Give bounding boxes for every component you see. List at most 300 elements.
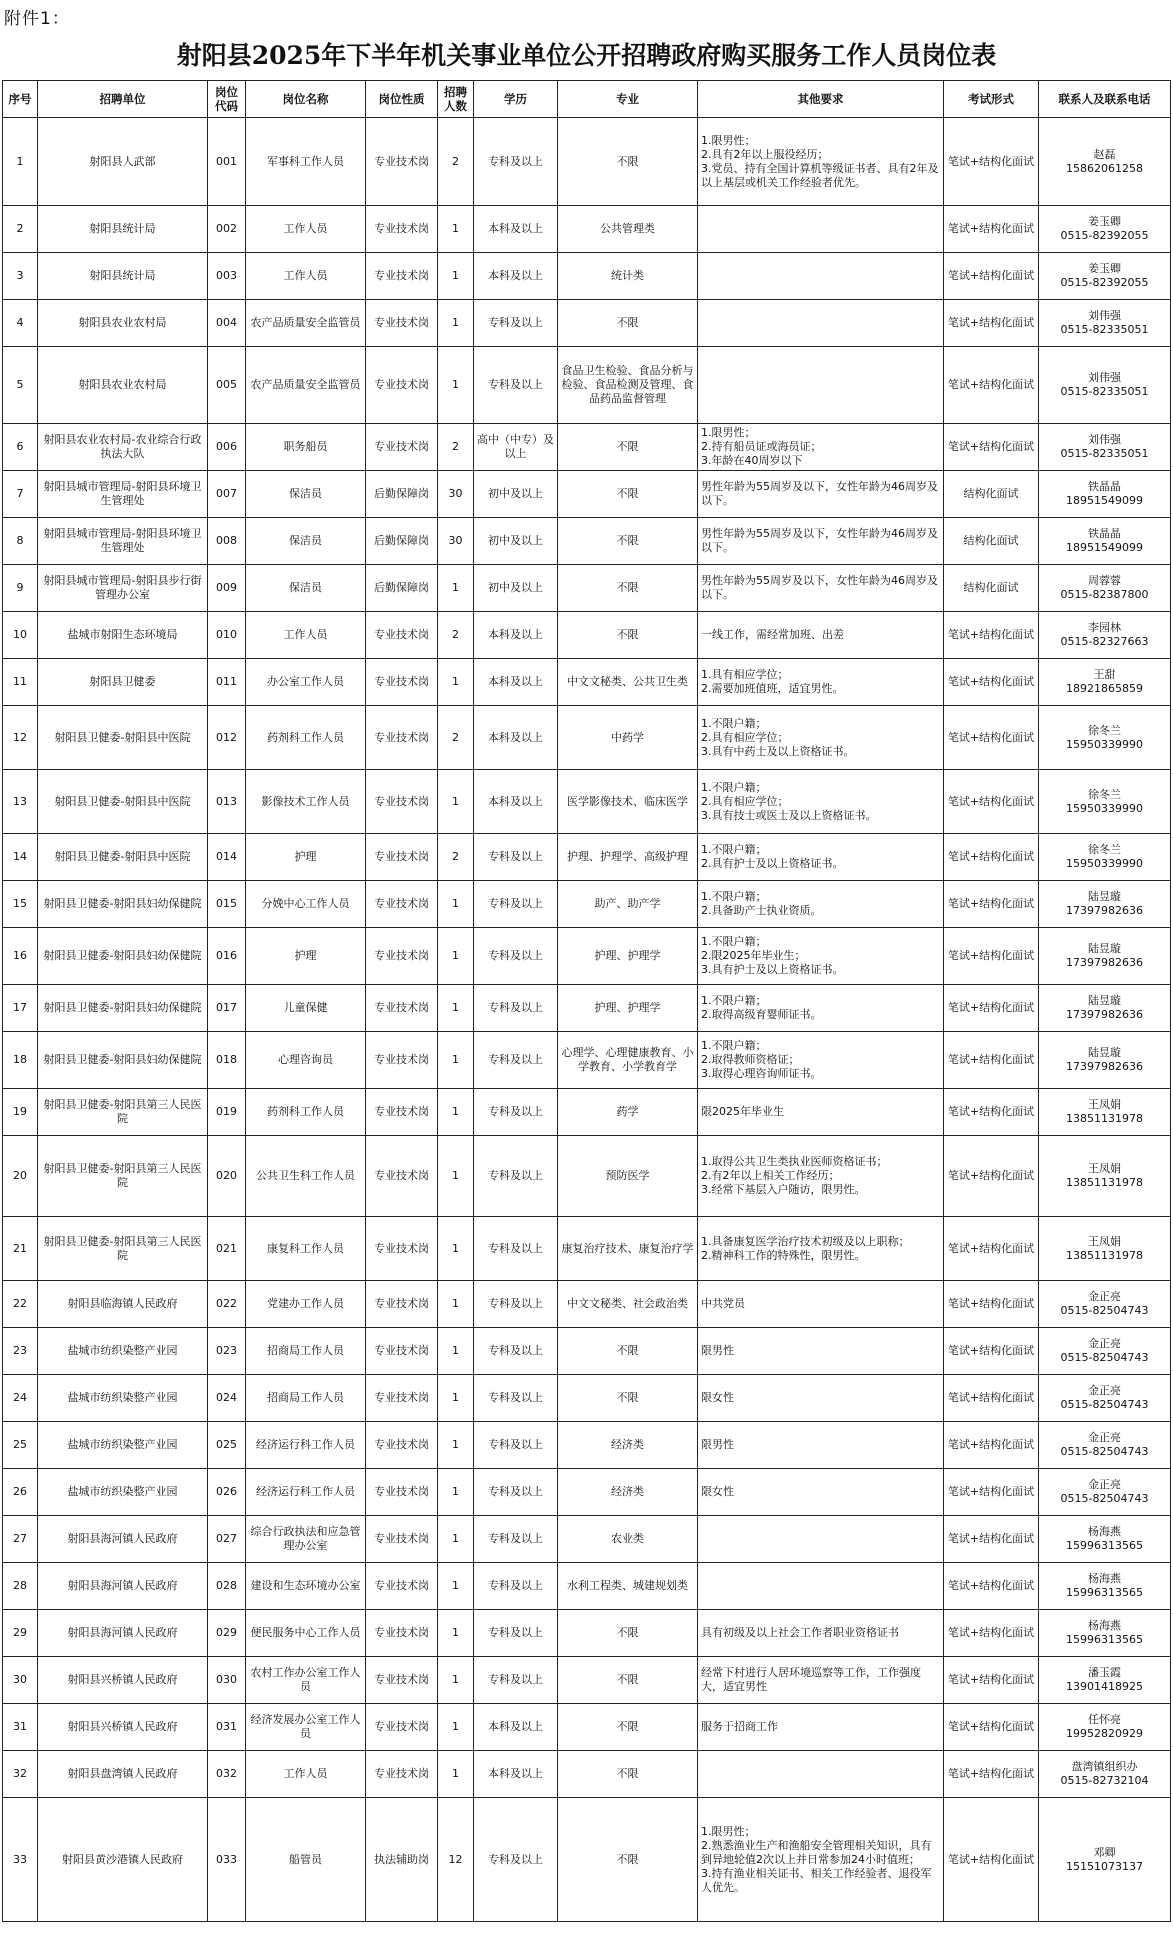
row-exam: 笔试+结构化面试 — [944, 1089, 1039, 1136]
row-major: 助产、助产学 — [558, 881, 698, 928]
row-unit: 射阳县海河镇人民政府 — [38, 1610, 208, 1657]
row-education: 专科及以上 — [474, 1516, 558, 1563]
row-contact: 任怀亮 19952820929 — [1039, 1704, 1171, 1751]
row-major: 不限 — [558, 1657, 698, 1704]
row-contact: 金正亮 0515-82504743 — [1039, 1328, 1171, 1375]
row-code: 016 — [208, 928, 246, 985]
row-major: 水利工程类、城建规划类 — [558, 1563, 698, 1610]
row-post: 经济发展办公室工作人员 — [246, 1704, 366, 1751]
row-major: 不限 — [558, 1375, 698, 1422]
row-exam: 笔试+结构化面试 — [944, 1328, 1039, 1375]
row-major: 康复治疗技术、康复治疗学 — [558, 1217, 698, 1281]
row-education: 专科及以上 — [474, 1657, 558, 1704]
row-education: 本科及以上 — [474, 253, 558, 300]
row-code: 011 — [208, 659, 246, 706]
row-major: 统计类 — [558, 253, 698, 300]
row-count: 1 — [438, 1217, 474, 1281]
row-contact: 陆昱璇 17397982636 — [1039, 928, 1171, 985]
row-code: 023 — [208, 1328, 246, 1375]
table-row — [3, 985, 1171, 1032]
row-code: 027 — [208, 1516, 246, 1563]
row-exam: 笔试+结构化面试 — [944, 1469, 1039, 1516]
row-major: 经济类 — [558, 1422, 698, 1469]
row-code: 024 — [208, 1375, 246, 1422]
row-count: 1 — [438, 1704, 474, 1751]
row-unit: 射阳县城市管理局-射阳县步行街管理办公室 — [38, 565, 208, 612]
row-post: 建设和生态环境办公室 — [246, 1563, 366, 1610]
row-number: 7 — [3, 471, 38, 518]
row-exam: 笔试+结构化面试 — [944, 706, 1039, 770]
header-cell: 岗位代码 — [208, 81, 246, 118]
row-exam: 笔试+结构化面试 — [944, 1704, 1039, 1751]
row-exam: 笔试+结构化面试 — [944, 1657, 1039, 1704]
row-post: 农产品质量安全监管员 — [246, 347, 366, 424]
row-nature: 专业技术岗 — [366, 1751, 438, 1798]
table-row — [3, 881, 1171, 928]
row-education: 本科及以上 — [474, 1751, 558, 1798]
row-post: 职务船员 — [246, 424, 366, 471]
row-requirements — [698, 206, 944, 253]
row-contact: 杨海燕 15996313565 — [1039, 1516, 1171, 1563]
row-number: 21 — [3, 1217, 38, 1281]
row-exam: 笔试+结构化面试 — [944, 1217, 1039, 1281]
row-unit: 射阳县盘湾镇人民政府 — [38, 1751, 208, 1798]
row-requirements: 限女性 — [698, 1469, 944, 1516]
row-nature: 专业技术岗 — [366, 612, 438, 659]
row-post: 药剂科工作人员 — [246, 1089, 366, 1136]
row-post: 公共卫生科工作人员 — [246, 1136, 366, 1217]
row-major: 不限 — [558, 1328, 698, 1375]
row-count: 1 — [438, 347, 474, 424]
row-number: 13 — [3, 770, 38, 834]
row-education: 专科及以上 — [474, 1563, 558, 1610]
row-contact: 邓卿 15151073137 — [1039, 1798, 1171, 1922]
row-major: 公共管理类 — [558, 206, 698, 253]
header-cell: 岗位名称 — [246, 81, 366, 118]
row-exam: 结构化面试 — [944, 471, 1039, 518]
row-code: 025 — [208, 1422, 246, 1469]
row-code: 022 — [208, 1281, 246, 1328]
row-exam: 笔试+结构化面试 — [944, 300, 1039, 347]
row-major: 医学影像技术、临床医学 — [558, 770, 698, 834]
row-code: 030 — [208, 1657, 246, 1704]
row-code: 002 — [208, 206, 246, 253]
row-unit: 射阳县卫健委-射阳县第三人民医院 — [38, 1089, 208, 1136]
row-unit: 盐城市纺织染整产业园 — [38, 1328, 208, 1375]
table-header-row — [3, 81, 1171, 118]
row-code: 028 — [208, 1563, 246, 1610]
row-unit: 射阳县卫健委-射阳县妇幼保健院 — [38, 928, 208, 985]
row-exam: 笔试+结构化面试 — [944, 118, 1039, 206]
row-requirements: 1.不限户籍； 2.取得高级育婴师证书。 — [698, 985, 944, 1032]
row-education: 专科及以上 — [474, 928, 558, 985]
row-major: 食品卫生检验、食品分析与检验、食品检测及管理、食品药品监督管理 — [558, 347, 698, 424]
row-education: 专科及以上 — [474, 118, 558, 206]
row-requirements: 1.不限户籍； 2.具有相应学位； 3.具有技士或医士及以上资格证书。 — [698, 770, 944, 834]
row-post: 船管员 — [246, 1798, 366, 1922]
header-cell: 招聘单位 — [38, 81, 208, 118]
row-education: 初中及以上 — [474, 518, 558, 565]
row-count: 1 — [438, 1328, 474, 1375]
table-row — [3, 1089, 1171, 1136]
row-code: 021 — [208, 1217, 246, 1281]
row-code: 033 — [208, 1798, 246, 1922]
row-education: 专科及以上 — [474, 347, 558, 424]
table-row — [3, 834, 1171, 881]
row-post: 儿童保健 — [246, 985, 366, 1032]
row-contact: 陆昱璇 17397982636 — [1039, 985, 1171, 1032]
row-code: 020 — [208, 1136, 246, 1217]
row-exam: 笔试+结构化面试 — [944, 659, 1039, 706]
row-nature: 专业技术岗 — [366, 253, 438, 300]
row-unit: 射阳县卫健委-射阳县中医院 — [38, 770, 208, 834]
row-number: 1 — [3, 118, 38, 206]
row-number: 32 — [3, 1751, 38, 1798]
row-exam: 笔试+结构化面试 — [944, 1281, 1039, 1328]
row-nature: 后勤保障岗 — [366, 518, 438, 565]
table-row — [3, 706, 1171, 770]
row-count: 2 — [438, 834, 474, 881]
table-row — [3, 1751, 1171, 1798]
row-count: 1 — [438, 300, 474, 347]
table-row — [3, 1328, 1171, 1375]
row-major: 不限 — [558, 1704, 698, 1751]
table-row — [3, 1657, 1171, 1704]
row-exam: 笔试+结构化面试 — [944, 1032, 1039, 1089]
row-unit: 射阳县统计局 — [38, 253, 208, 300]
row-education: 专科及以上 — [474, 1422, 558, 1469]
row-nature: 专业技术岗 — [366, 706, 438, 770]
row-exam: 结构化面试 — [944, 565, 1039, 612]
row-contact: 姜玉卿 0515-82392055 — [1039, 206, 1171, 253]
row-code: 015 — [208, 881, 246, 928]
row-unit: 盐城市纺织染整产业园 — [38, 1375, 208, 1422]
row-post: 党建办工作人员 — [246, 1281, 366, 1328]
row-count: 1 — [438, 1089, 474, 1136]
row-education: 专科及以上 — [474, 1469, 558, 1516]
row-count: 2 — [438, 424, 474, 471]
row-contact: 铁晶晶 18951549099 — [1039, 518, 1171, 565]
row-code: 009 — [208, 565, 246, 612]
row-unit: 盐城市纺织染整产业园 — [38, 1422, 208, 1469]
row-education: 专科及以上 — [474, 1328, 558, 1375]
row-major: 不限 — [558, 612, 698, 659]
row-post: 经济运行科工作人员 — [246, 1469, 366, 1516]
row-code: 026 — [208, 1469, 246, 1516]
row-requirements: 限男性 — [698, 1422, 944, 1469]
row-count: 1 — [438, 928, 474, 985]
row-nature: 专业技术岗 — [366, 1089, 438, 1136]
row-requirements — [698, 1751, 944, 1798]
row-unit: 射阳县统计局 — [38, 206, 208, 253]
row-exam: 笔试+结构化面试 — [944, 347, 1039, 424]
row-exam: 笔试+结构化面试 — [944, 1563, 1039, 1610]
row-unit: 盐城市纺织染整产业园 — [38, 1469, 208, 1516]
row-contact: 王甜 18921865859 — [1039, 659, 1171, 706]
row-post: 心理咨询员 — [246, 1032, 366, 1089]
row-post: 办公室工作人员 — [246, 659, 366, 706]
row-nature: 专业技术岗 — [366, 928, 438, 985]
row-major: 农业类 — [558, 1516, 698, 1563]
row-contact: 潘玉霞 13901418925 — [1039, 1657, 1171, 1704]
table-row — [3, 518, 1171, 565]
row-count: 1 — [438, 565, 474, 612]
row-post: 分娩中心工作人员 — [246, 881, 366, 928]
row-exam: 结构化面试 — [944, 518, 1039, 565]
row-number: 27 — [3, 1516, 38, 1563]
table-row — [3, 659, 1171, 706]
row-code: 003 — [208, 253, 246, 300]
row-unit: 射阳县农业农村局 — [38, 300, 208, 347]
table-row — [3, 1032, 1171, 1089]
row-major: 药学 — [558, 1089, 698, 1136]
row-contact: 陆昱璇 17397982636 — [1039, 881, 1171, 928]
row-number: 18 — [3, 1032, 38, 1089]
row-unit: 射阳县卫健委-射阳县中医院 — [38, 706, 208, 770]
row-unit: 射阳县卫健委-射阳县中医院 — [38, 834, 208, 881]
row-major: 中药学 — [558, 706, 698, 770]
row-nature: 专业技术岗 — [366, 347, 438, 424]
row-nature: 专业技术岗 — [366, 1136, 438, 1217]
header-cell: 专业 — [558, 81, 698, 118]
row-unit: 射阳县卫健委 — [38, 659, 208, 706]
row-code: 018 — [208, 1032, 246, 1089]
row-post: 保洁员 — [246, 518, 366, 565]
row-count: 1 — [438, 206, 474, 253]
row-post: 军事科工作人员 — [246, 118, 366, 206]
row-post: 影像技术工作人员 — [246, 770, 366, 834]
row-requirements: 经常下村进行人居环境巡察等工作，工作强度大，适宜男性 — [698, 1657, 944, 1704]
row-number: 14 — [3, 834, 38, 881]
table-row — [3, 612, 1171, 659]
row-major: 不限 — [558, 1751, 698, 1798]
row-unit: 射阳县城市管理局-射阳县环境卫生管理处 — [38, 518, 208, 565]
row-education: 本科及以上 — [474, 770, 558, 834]
row-code: 004 — [208, 300, 246, 347]
row-unit: 射阳县城市管理局-射阳县环境卫生管理处 — [38, 471, 208, 518]
row-major: 不限 — [558, 518, 698, 565]
row-education: 专科及以上 — [474, 881, 558, 928]
row-major: 不限 — [558, 1798, 698, 1922]
row-exam: 笔试+结构化面试 — [944, 1375, 1039, 1422]
row-requirements: 男性年龄为55周岁及以下，女性年龄为46周岁及以下。 — [698, 518, 944, 565]
row-number: 24 — [3, 1375, 38, 1422]
row-nature: 专业技术岗 — [366, 770, 438, 834]
row-code: 013 — [208, 770, 246, 834]
row-count: 1 — [438, 1563, 474, 1610]
row-requirements: 1.不限户籍； 2.具有相应学位； 3.具有中药士及以上资格证书。 — [698, 706, 944, 770]
row-count: 1 — [438, 1032, 474, 1089]
row-number: 16 — [3, 928, 38, 985]
row-code: 029 — [208, 1610, 246, 1657]
row-major: 不限 — [558, 424, 698, 471]
row-code: 010 — [208, 612, 246, 659]
row-exam: 笔试+结构化面试 — [944, 206, 1039, 253]
row-requirements: 1.不限户籍； 2.限2025年毕业生； 3.具有护士及以上资格证书。 — [698, 928, 944, 985]
row-major: 中文文秘类、公共卫生类 — [558, 659, 698, 706]
row-post: 保洁员 — [246, 471, 366, 518]
row-exam: 笔试+结构化面试 — [944, 985, 1039, 1032]
row-major: 不限 — [558, 471, 698, 518]
row-number: 22 — [3, 1281, 38, 1328]
row-unit: 射阳县海河镇人民政府 — [38, 1563, 208, 1610]
row-post: 康复科工作人员 — [246, 1217, 366, 1281]
row-requirements: 1.限男性； 2.熟悉渔业生产和渔船安全管理相关知识，具有到异地轮值2次以上并日常参加24小时值班； 3.持有渔业相关证书、相关工作经验者、退役军人优先。 — [698, 1798, 944, 1922]
row-post: 便民服务中心工作人员 — [246, 1610, 366, 1657]
row-number: 8 — [3, 518, 38, 565]
row-post: 农村工作办公室工作人员 — [246, 1657, 366, 1704]
row-contact: 姜玉卿 0515-82392055 — [1039, 253, 1171, 300]
header-cell: 岗位性质 — [366, 81, 438, 118]
row-education: 本科及以上 — [474, 706, 558, 770]
row-number: 2 — [3, 206, 38, 253]
table-row — [3, 424, 1171, 471]
row-requirements: 限男性 — [698, 1328, 944, 1375]
table-row — [3, 1136, 1171, 1217]
row-number: 23 — [3, 1328, 38, 1375]
header-cell: 其他要求 — [698, 81, 944, 118]
row-number: 15 — [3, 881, 38, 928]
row-post: 工作人员 — [246, 206, 366, 253]
row-code: 012 — [208, 706, 246, 770]
row-requirements: 限2025年毕业生 — [698, 1089, 944, 1136]
row-contact: 陆昱璇 17397982636 — [1039, 1032, 1171, 1089]
row-count: 1 — [438, 1657, 474, 1704]
row-major: 心理学、心理健康教育、小学教育、小学教育学 — [558, 1032, 698, 1089]
row-number: 19 — [3, 1089, 38, 1136]
row-contact: 刘伟强 0515-82335051 — [1039, 424, 1171, 471]
row-education: 专科及以上 — [474, 1610, 558, 1657]
row-requirements: 1.不限户籍； 2.具备助产士执业资质。 — [698, 881, 944, 928]
table-row — [3, 1375, 1171, 1422]
table-row — [3, 1798, 1171, 1922]
attachment-label: 附件1： — [4, 9, 70, 29]
row-nature: 专业技术岗 — [366, 424, 438, 471]
row-unit: 射阳县卫健委-射阳县第三人民医院 — [38, 1136, 208, 1217]
row-code: 017 — [208, 985, 246, 1032]
row-post: 招商局工作人员 — [246, 1375, 366, 1422]
row-count: 2 — [438, 706, 474, 770]
row-contact: 金正亮 0515-82504743 — [1039, 1422, 1171, 1469]
row-code: 019 — [208, 1089, 246, 1136]
table-row — [3, 1217, 1171, 1281]
header-cell: 招聘人数 — [438, 81, 474, 118]
row-count: 1 — [438, 1281, 474, 1328]
row-major: 不限 — [558, 118, 698, 206]
row-requirements: 限女性 — [698, 1375, 944, 1422]
row-nature: 专业技术岗 — [366, 300, 438, 347]
row-nature: 执法辅助岗 — [366, 1798, 438, 1922]
row-requirements: 1.取得公共卫生类执业医师资格证书； 2.有2年以上相关工作经历； 3.经常下基层入户随访，限男性。 — [698, 1136, 944, 1217]
row-post: 综合行政执法和应急管理办公室 — [246, 1516, 366, 1563]
row-contact: 王凤娟 13851131978 — [1039, 1136, 1171, 1217]
row-requirements: 1.限男性； 2.持有船员证或海员证； 3.年龄在40周岁以下 — [698, 424, 944, 471]
row-education: 专科及以上 — [474, 834, 558, 881]
row-education: 专科及以上 — [474, 1136, 558, 1217]
row-education: 初中及以上 — [474, 565, 558, 612]
row-unit: 射阳县卫健委-射阳县妇幼保健院 — [38, 1032, 208, 1089]
row-exam: 笔试+结构化面试 — [944, 834, 1039, 881]
row-requirements — [698, 1563, 944, 1610]
row-count: 1 — [438, 253, 474, 300]
row-requirements: 1.不限户籍； 2.取得教师资格证； 3.取得心理咨询师证书。 — [698, 1032, 944, 1089]
row-number: 26 — [3, 1469, 38, 1516]
row-number: 11 — [3, 659, 38, 706]
row-exam: 笔试+结构化面试 — [944, 1751, 1039, 1798]
row-count: 30 — [438, 471, 474, 518]
row-post: 工作人员 — [246, 1751, 366, 1798]
row-exam: 笔试+结构化面试 — [944, 770, 1039, 834]
row-post: 药剂科工作人员 — [246, 706, 366, 770]
row-number: 12 — [3, 706, 38, 770]
row-unit: 射阳县临海镇人民政府 — [38, 1281, 208, 1328]
row-nature: 专业技术岗 — [366, 206, 438, 253]
row-contact: 赵磊 15862061258 — [1039, 118, 1171, 206]
row-nature: 专业技术岗 — [366, 834, 438, 881]
row-count: 1 — [438, 1610, 474, 1657]
row-nature: 专业技术岗 — [366, 1375, 438, 1422]
row-exam: 笔试+结构化面试 — [944, 424, 1039, 471]
row-education: 初中及以上 — [474, 471, 558, 518]
row-post: 经济运行科工作人员 — [246, 1422, 366, 1469]
row-code: 006 — [208, 424, 246, 471]
row-code: 005 — [208, 347, 246, 424]
table-row — [3, 770, 1171, 834]
row-nature: 专业技术岗 — [366, 118, 438, 206]
row-requirements: 具有初级及以上社会工作者职业资格证书 — [698, 1610, 944, 1657]
row-exam: 笔试+结构化面试 — [944, 1610, 1039, 1657]
header-cell: 序号 — [3, 81, 38, 118]
row-requirements: 1.不限户籍； 2.具有护士及以上资格证书。 — [698, 834, 944, 881]
row-post: 护理 — [246, 834, 366, 881]
row-exam: 笔试+结构化面试 — [944, 928, 1039, 985]
table-row — [3, 1704, 1171, 1751]
row-post: 招商局工作人员 — [246, 1328, 366, 1375]
row-number: 25 — [3, 1422, 38, 1469]
row-nature: 专业技术岗 — [366, 985, 438, 1032]
row-requirements — [698, 1516, 944, 1563]
table-row — [3, 253, 1171, 300]
row-code: 008 — [208, 518, 246, 565]
row-count: 1 — [438, 770, 474, 834]
row-count: 1 — [438, 1516, 474, 1563]
row-contact: 金正亮 0515-82504743 — [1039, 1375, 1171, 1422]
row-unit: 射阳县农业农村局-农业综合行政执法大队 — [38, 424, 208, 471]
row-number: 33 — [3, 1798, 38, 1922]
row-nature: 专业技术岗 — [366, 1422, 438, 1469]
row-education: 专科及以上 — [474, 300, 558, 347]
row-education: 高中（中专）及以上 — [474, 424, 558, 471]
row-code: 014 — [208, 834, 246, 881]
row-number: 17 — [3, 985, 38, 1032]
row-post: 护理 — [246, 928, 366, 985]
row-nature: 专业技术岗 — [366, 659, 438, 706]
row-number: 31 — [3, 1704, 38, 1751]
row-post: 农产品质量安全监管员 — [246, 300, 366, 347]
row-exam: 笔试+结构化面试 — [944, 1136, 1039, 1217]
table-row — [3, 1469, 1171, 1516]
row-nature: 专业技术岗 — [366, 1469, 438, 1516]
row-requirements: 中共党员 — [698, 1281, 944, 1328]
row-major: 经济类 — [558, 1469, 698, 1516]
row-requirements: 1.具备康复医学治疗技术初级及以上职称； 2.精神科工作的特殊性，限男性。 — [698, 1217, 944, 1281]
row-number: 5 — [3, 347, 38, 424]
row-count: 2 — [438, 612, 474, 659]
table-row — [3, 347, 1171, 424]
row-nature: 专业技术岗 — [366, 1610, 438, 1657]
header-cell: 联系人及联系电话 — [1039, 81, 1171, 118]
row-number: 9 — [3, 565, 38, 612]
